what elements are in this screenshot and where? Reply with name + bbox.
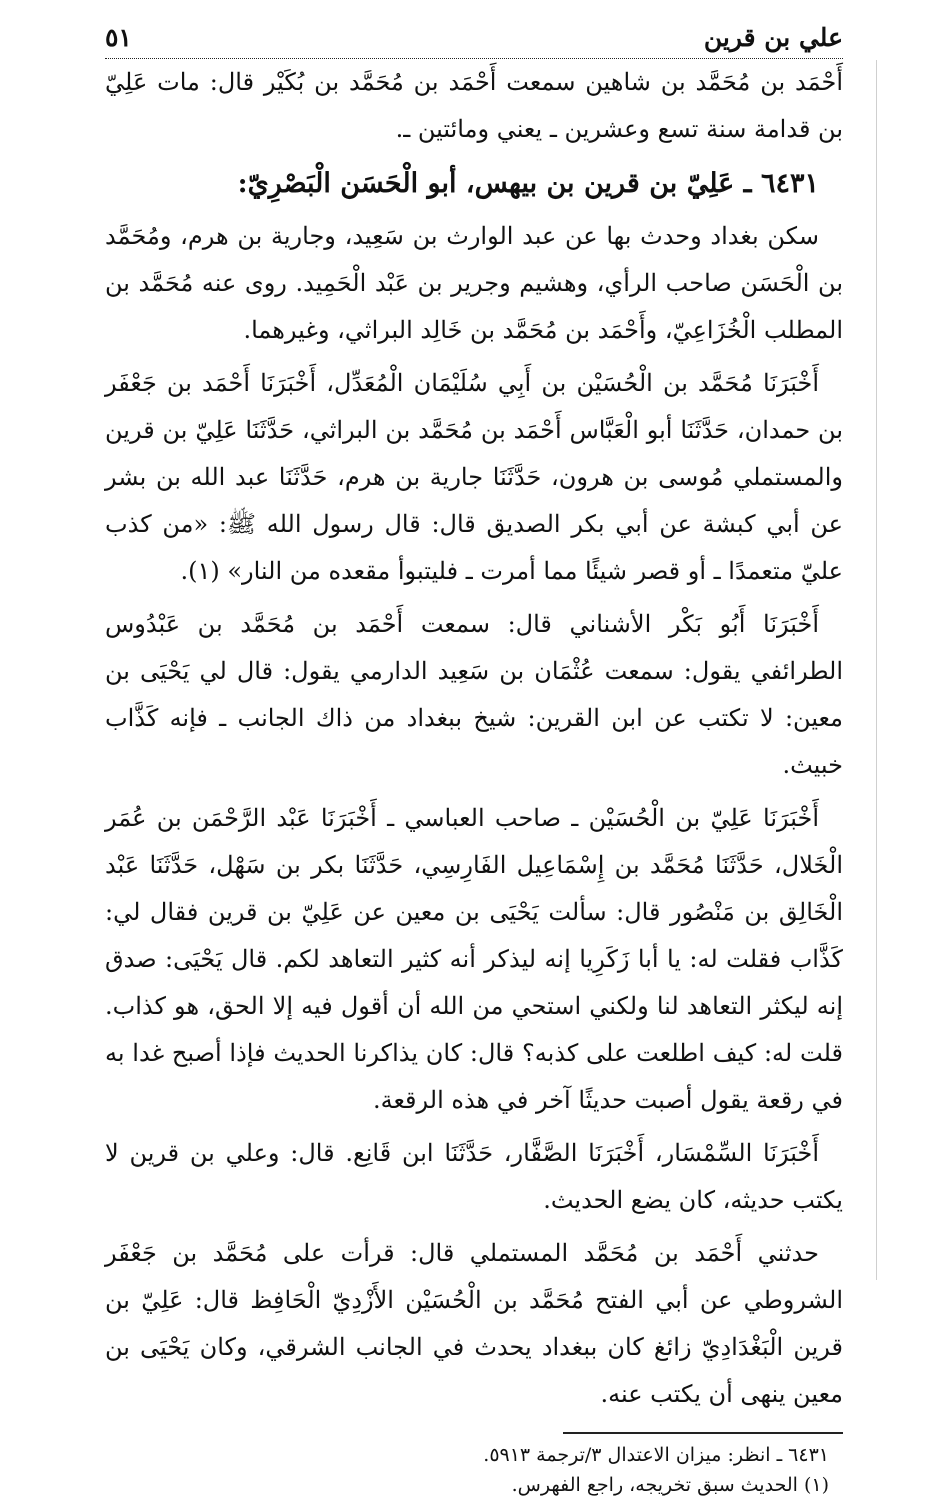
paragraph-ibn-maein-report: أَخْبَرَنَا عَلِيّ بن الْحُسَيْن ـ صاحب العباسي ـ أَخْبَرَنَا عَبْد الرَّحْمَن بن عُمَر الْخَلال، حَدَّثَنَا مُحَمَّد بن إِسْمَاعِيل الفَارِسِي، حَدَّثَنَا بكر بن سَهْل، حَدَّثَنَا عَبْد الْخَالِق بن مَنْصُور قال: سألت يَحْيَى بن معين عن عَلِيّ بن قرين فقال لي: كَذَّاب فقلت له: يا أبا زَكَرِيا إنه ليذكر أنه كثير التعاهد لكم. قال يَحْيَى: صدق إنه ليكثر التعاهد لنا ولكني استحي من الله أن أقول فيه إلا الحق، هو كذاب. قلت له: كيف اطلعت على كذبه؟ قال: كان يذاكرنا الحديث فإذا أصبح غدا به في رقعة يقول أصبت حديثًا آخر في هذه الرقعة. — [105, 804, 843, 1114]
running-head — [105, 18, 843, 59]
paragraph-ibn-qani-report: أَخْبَرَنَا السِّمْسَار، أَخْبَرَنَا الصَّفَّار، حَدَّثَنَا ابن قَانِع. قال: وعلي بن قرين لا يكتب حديثه، كان يضع الحديث. — [105, 1139, 843, 1214]
paragraph-ashnani-report: أَخْبَرَنَا أَبُو بَكْر الأشناني قال: سمعت أَحْمَد بن مُحَمَّد بن عَبْدُوس الطرائفي يقول: سمعت عُثْمَان بن سَعِيد الدارمي يقول: قال لي يَحْيَى بن معين: لا تكتب عن ابن القرين: شيخ ببغداد من ذاك الجانب ـ فإنه كَذَّاب خبيث. — [105, 610, 843, 779]
footnote-divider — [563, 1432, 843, 1434]
entry-heading: ٦٤٣١ ـ عَلِيّ بن قرين بن بيهس، أبو الْحَسَن الْبَصْرِيّ: — [237, 168, 819, 199]
page-edge-line — [876, 60, 877, 1280]
running-head-title: علي بن قرين — [698, 18, 843, 58]
page-number: ٥١ — [105, 18, 138, 58]
footnote-entry-reference: ٦٤٣١ ـ انظر: ميزان الاعتدال ٣/ترجمة ٥٩١٣. — [483, 1444, 829, 1466]
footnote-1: (١) الحديث سبق تخريجه، راجع الفهرس. — [511, 1474, 829, 1496]
book-page — [105, 18, 843, 1500]
paragraph-biography: سكن بغداد وحدث بها عن عبد الوارث بن سَعِيد، وجارية بن هرم، ومُحَمَّد بن الْحَسَن صاحب الرأي، وهشيم وجرير بن عَبْد الْحَمِيد. روى عنه مُحَمَّد بن المطلب الْخُزَاعِيّ، وأَحْمَد بن مُحَمَّد بن خَالِد البراثي، وغيرهما. — [105, 222, 843, 344]
paragraph-azdi-report: حدثني أَحْمَد بن مُحَمَّد المستملي قال: قرأت على مُحَمَّد بن جَعْفَر الشروطي عن أبي الفتح مُحَمَّد بن الْحُسَيْن الأَزْدِيّ الْحَافِظ قال: عَلِيّ بن قرين الْبَغْدَادِيّ زائغ كان ببغداد يحدث في الجانب الشرقي، وكان يَحْيَى بن معين ينهى أن يكتب عنه. — [105, 1239, 843, 1408]
paragraph-continuation: أَحْمَد بن مُحَمَّد بن شاهين سمعت أَحْمَد بن مُحَمَّد بن بُكَيْر قال: مات عَلِيّ بن قدامة سنة تسع وعشرين ـ يعني ومائتين ـ. — [105, 68, 843, 143]
paragraph-hadith-chain: أَخْبَرَنَا مُحَمَّد بن الْحُسَيْن بن أَبِي سُلَيْمَان الْمُعَدِّل، أَخْبَرَنَا أَحْمَد بن جَعْفَر بن حمدان، حَدَّثَنَا أبو الْعَبَّاس أَحْمَد بن مُحَمَّد بن البراثي، حَدَّثَنَا عَلِيّ بن قرين والمستملي مُوسى بن هرون، حَدَّثَنَا جارية بن هرم، حَدَّثَنَا عبد الله بن بشر عن أبي كبشة عن أبي بكر الصديق قال: قال رسول الله ﷺ: «من كذب عليّ متعمدًا ـ أو قصر شيئًا مما أمرت ـ فليتبوأ مقعده من النار» (١). — [105, 369, 843, 585]
